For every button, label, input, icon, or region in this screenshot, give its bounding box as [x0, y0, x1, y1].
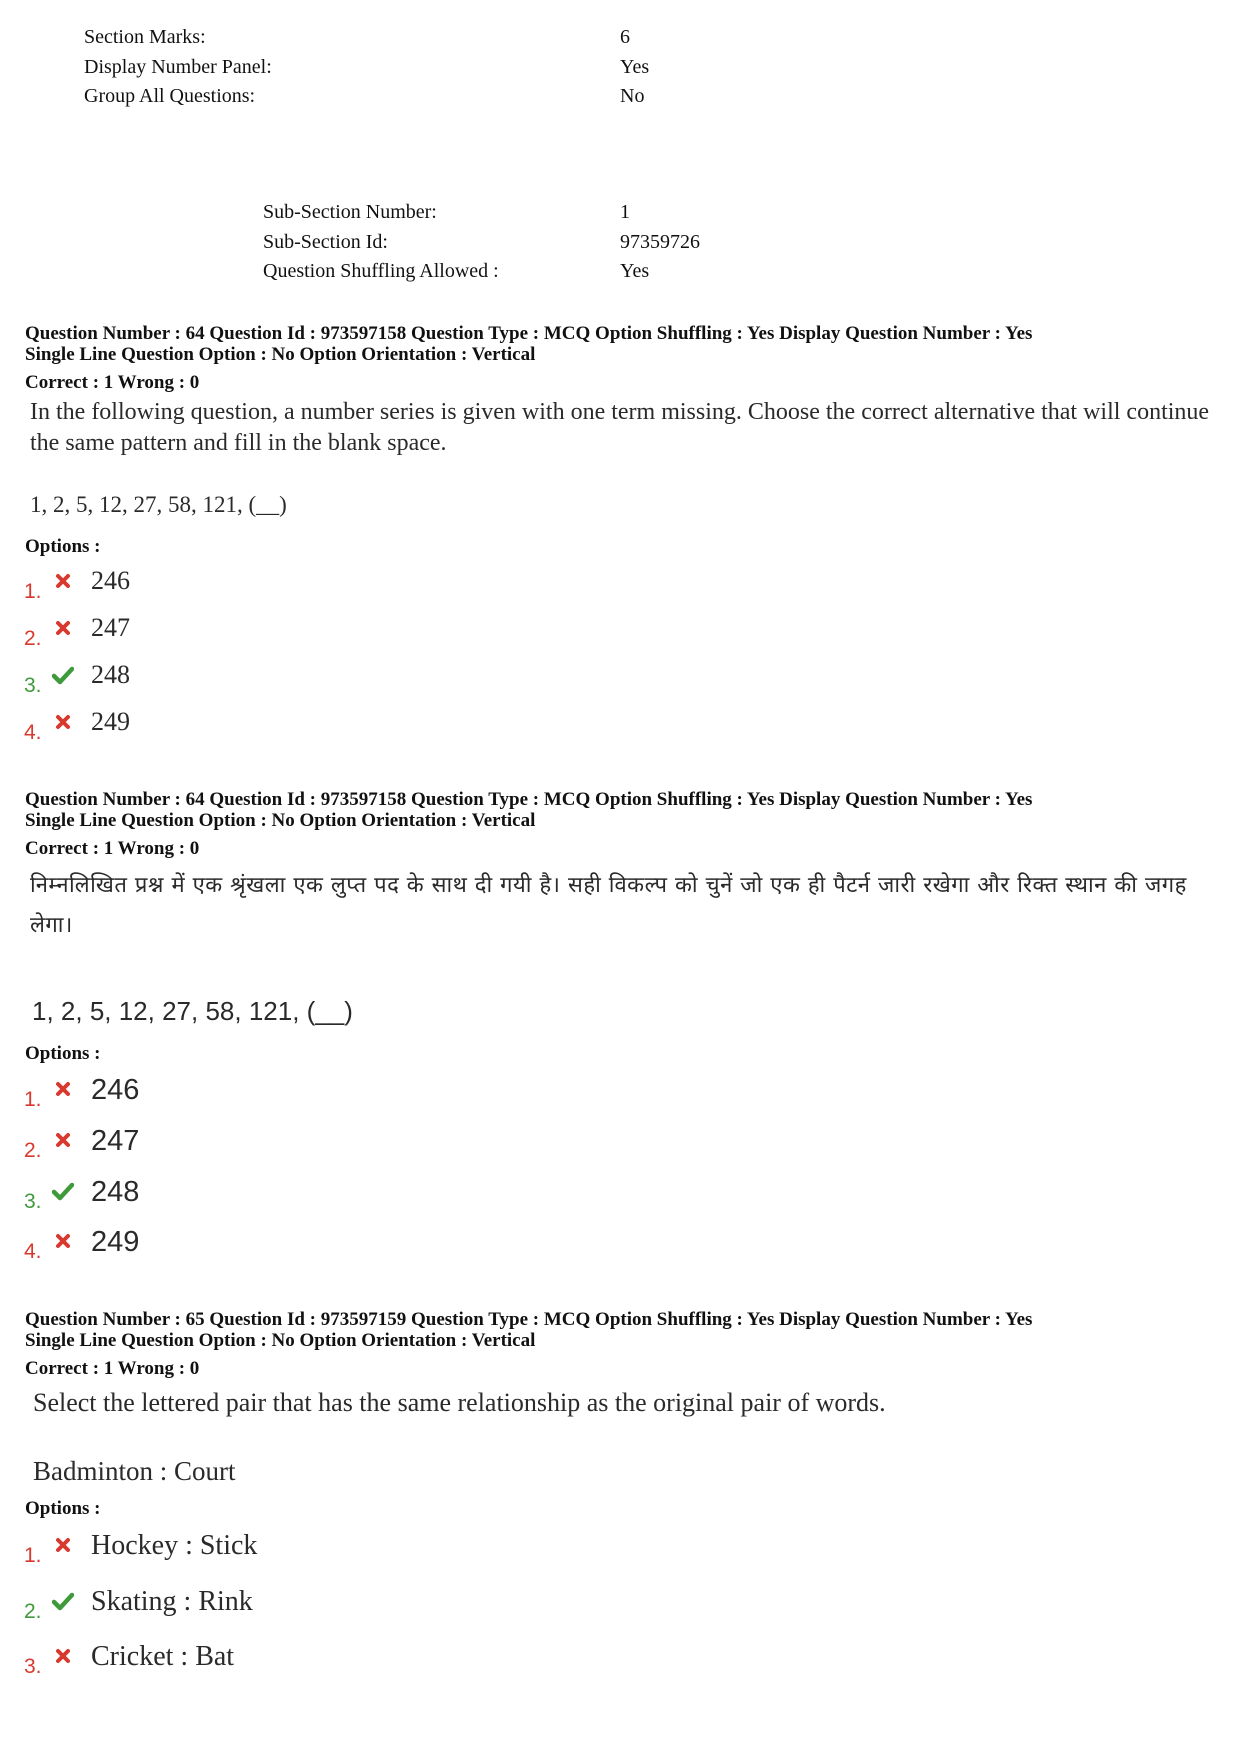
option-number: 2.: [24, 1139, 42, 1162]
display-number-panel-value: Yes: [620, 56, 650, 78]
question-marks: Correct : 1 Wrong : 0: [25, 838, 200, 859]
subsection-number-value: 1: [620, 201, 630, 223]
option-number: 1.: [24, 1088, 42, 1111]
question-header-line2: Single Line Question Option : No Option Orientation : Vertical: [25, 344, 536, 365]
option-number: 2.: [24, 627, 42, 650]
options-label: Options :: [25, 536, 101, 557]
option-number: 3.: [24, 1655, 42, 1678]
check-icon: [52, 1590, 74, 1612]
question-series: 1, 2, 5, 12, 27, 58, 121, (__): [32, 996, 353, 1026]
option-value: 248: [91, 660, 130, 689]
cross-icon: [52, 1230, 74, 1252]
question-header-line1: Question Number : 64 Question Id : 973597158 Question Type : MCQ Option Shuffling : Yes Display Question Number : Yes: [25, 789, 1033, 810]
option-number: 1.: [24, 580, 42, 603]
display-number-panel-label: Display Number Panel:: [84, 56, 272, 78]
question-series: Badminton : Court: [33, 1456, 236, 1486]
option-value: Cricket : Bat: [91, 1641, 235, 1672]
cross-icon: [52, 1645, 74, 1667]
option-value: Skating : Rink: [91, 1586, 253, 1617]
question-header-line2: Single Line Question Option : No Option Orientation : Vertical: [25, 810, 536, 831]
question-shuffling-label: Question Shuffling Allowed :: [263, 260, 499, 282]
cross-icon: [52, 1129, 74, 1151]
check-icon: [52, 1180, 74, 1202]
option-value: 249: [91, 1226, 140, 1258]
option-value: 247: [91, 613, 130, 642]
option-number: 3.: [24, 1190, 42, 1213]
option-number: 4.: [24, 721, 42, 744]
question-marks: Correct : 1 Wrong : 0: [25, 1358, 200, 1379]
option-value: Hockey : Stick: [91, 1530, 258, 1561]
question-series: 1, 2, 5, 12, 27, 58, 121, (__): [30, 492, 287, 517]
section-marks-value: 6: [620, 26, 630, 48]
cross-icon: [52, 711, 74, 733]
cross-icon: [52, 1078, 74, 1100]
cross-icon: [52, 1534, 74, 1556]
check-icon: [52, 664, 74, 686]
question-header-line1: Question Number : 65 Question Id : 973597159 Question Type : MCQ Option Shuffling : Yes Display Question Number : Yes: [25, 1309, 1033, 1330]
question-marks: Correct : 1 Wrong : 0: [25, 372, 200, 393]
question-header-line1: Question Number : 64 Question Id : 973597158 Question Type : MCQ Option Shuffling : Yes Display Question Number : Yes: [25, 323, 1033, 344]
option-value: 246: [91, 1074, 140, 1106]
option-value: 246: [91, 566, 130, 595]
subsection-id-value: 97359726: [620, 231, 700, 253]
subsection-id-label: Sub-Section Id:: [263, 231, 388, 253]
options-label: Options :: [25, 1498, 101, 1519]
question-text: In the following question, a number series is given with one term missing. Choose the correct alternative that will continue the same pattern and fill in the blank space.: [30, 399, 1210, 456]
cross-icon: [52, 570, 74, 592]
section-marks-label: Section Marks:: [84, 26, 206, 48]
question-header-line2: Single Line Question Option : No Option Orientation : Vertical: [25, 1330, 536, 1351]
option-value: 248: [91, 1176, 140, 1208]
subsection-number-label: Sub-Section Number:: [263, 201, 437, 223]
question-text: निम्नलिखित प्रश्न में एक श्रृंखला एक लुप्त पद के साथ दी गयी है। सही विकल्प को चुनें जो एक ही पैटर्न जारी रखेगा और रिक्त स्थान की जगह लेगा।: [30, 873, 1187, 938]
option-number: 4.: [24, 1240, 42, 1263]
option-number: 3.: [24, 674, 42, 697]
question-shuffling-value: Yes: [620, 260, 650, 282]
option-value: 249: [91, 707, 130, 736]
question-text: Select the lettered pair that has the same relationship as the original pair of words.: [33, 1388, 886, 1417]
option-number: 2.: [24, 1600, 42, 1623]
option-number: 1.: [24, 1544, 42, 1567]
group-all-questions-value: No: [620, 85, 645, 107]
option-value: 247: [91, 1125, 140, 1157]
group-all-questions-label: Group All Questions:: [84, 85, 256, 107]
cross-icon: [52, 617, 74, 639]
options-label: Options :: [25, 1043, 101, 1064]
